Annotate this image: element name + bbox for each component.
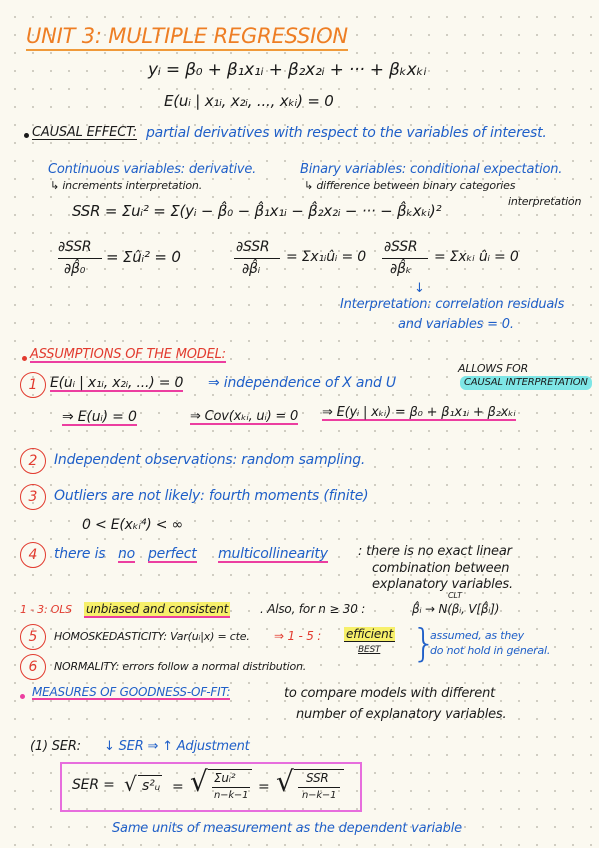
best-label: BEST	[358, 645, 381, 655]
assumption-2-text: Independent observations: random sampling.	[54, 452, 366, 468]
ser-note: ↓ SER ⇒ ↑ Adjustment	[104, 739, 250, 754]
ssr-equation: SSR = Σuᵢ² = Σ(yᵢ − β̂₀ − β̂₁x₁ᵢ − β̂₂x₂ᵢ − ··· − β̂ₖxₖᵢ)²	[72, 202, 442, 220]
ols-also: . Also, for n ≥ 30 :	[260, 602, 366, 616]
causal-interpretation-highlight: CAUSAL INTERPRETATION	[460, 376, 592, 390]
ser-formula-lhs: SER =	[72, 777, 115, 793]
fraction-bar	[58, 258, 102, 259]
down-arrow-icon: ↓	[414, 281, 425, 296]
interpretation-line1: Interpretation: correlation residuals	[340, 297, 565, 312]
bullet	[24, 133, 29, 138]
unbiased-consistent-highlight: unbiased and consistent	[86, 602, 229, 616]
assumption-4-number: 4	[20, 542, 46, 568]
ols-distribution: β̂ᵢ → N(βᵢ, V[β̂ᵢ])	[412, 602, 500, 616]
dk-denominator: ∂β̂ₖ	[390, 261, 412, 277]
ser-den3: n−k−1	[302, 790, 337, 801]
note-assumed: assumed, as they	[430, 629, 524, 642]
d1-rhs: = Σx₁ᵢûᵢ = 0	[286, 249, 366, 265]
efficient-highlight: efficient	[346, 627, 393, 641]
ser-eq2: =	[258, 779, 270, 795]
sqrt-icon: √	[190, 765, 208, 798]
model-equation: yᵢ = β₀ + β₁x₁ᵢ + β₂x₂ᵢ + ··· + βₖxₖᵢ	[148, 60, 427, 80]
assumptions-header: ASSUMPTIONS OF THE MODEL:	[30, 347, 226, 362]
implication-3: ⇒ E(yᵢ | xₖᵢ) = β₀ + β₁x₁ᵢ + β₂xₖᵢ	[322, 405, 516, 420]
continuous-variables: Continuous variables: derivative.	[48, 162, 257, 177]
assumption-5-arrow: ⇒ 1 - 5 :	[274, 629, 322, 643]
assumption-1-number: 1	[20, 372, 46, 398]
allows-for: ALLOWS FOR	[458, 362, 529, 375]
ser-footer: Same units of measurement as the dependent variable	[112, 821, 462, 836]
assumption-4-perfect: perfect	[148, 546, 197, 562]
fraction-bar	[298, 787, 340, 788]
assumption-2-number: 2	[20, 448, 46, 474]
d1-denominator: ∂β̂ᵢ	[242, 261, 261, 277]
assumption-4-desc3: explanatory variables.	[372, 577, 513, 592]
page-title: UNIT 3: MULTIPLE REGRESSION	[26, 26, 348, 51]
ser-num3: SSR	[306, 771, 329, 785]
dk-numerator: ∂SSR	[384, 239, 418, 255]
ser-eq1: =	[172, 779, 184, 795]
ols-prefix: 1 - 3: OLS	[20, 603, 72, 616]
ser-label: (1) SER:	[30, 739, 81, 754]
assumption-3-text: Outliers are not likely: fourth moments (finite)	[54, 488, 369, 504]
assumption-4-pre: there is	[54, 546, 106, 562]
assumption-5-number: 5	[20, 624, 46, 650]
assumption-3-number: 3	[20, 484, 46, 510]
dk-rhs: = Σxₖᵢ ûᵢ = 0	[434, 249, 519, 265]
binary-sub2: interpretation	[508, 195, 582, 208]
assumption-1-independence: ⇒ independence of X and U	[208, 375, 396, 391]
d0-rhs: = Σûᵢ² = 0	[106, 248, 181, 266]
d1-numerator: ∂SSR	[236, 239, 270, 255]
assumption-4-desc2: combination between	[372, 561, 510, 576]
sqrt-icon: √	[276, 765, 294, 798]
assumption-6-number: 6	[20, 654, 46, 680]
sqrt-bar	[138, 775, 162, 776]
implication-1: ⇒ E(uᵢ) = 0	[62, 409, 137, 425]
assumption-4-multicollinearity: multicollinearity	[218, 546, 328, 562]
fit-text1: to compare models with different	[284, 686, 496, 701]
brace-icon: }	[412, 621, 437, 665]
d0-denominator: ∂β̂₀	[64, 261, 86, 277]
assumption-1-lhs: E(uᵢ | x₁ᵢ, x₂ᵢ, ...) = 0	[50, 375, 184, 391]
assumption-6-text: NORMALITY: errors follow a normal distribution.	[54, 660, 307, 673]
bullet	[22, 356, 27, 361]
fraction-bar	[212, 787, 250, 788]
fraction-bar	[382, 258, 428, 259]
causal-effect-text: partial derivatives with respect to the variables of interest.	[146, 125, 547, 141]
clt-label: CLT	[448, 591, 462, 600]
assumption-4-desc1: : there is no exact linear	[358, 544, 512, 559]
assumption-4-no: no	[118, 546, 136, 562]
causal-effect-label: CAUSAL EFFECT:	[32, 125, 137, 140]
fraction-bar	[234, 258, 280, 259]
ser-s2u: s²ᵤ	[142, 778, 160, 794]
note-not-hold: do not hold in general.	[430, 644, 551, 657]
binary-variables: Binary variables: conditional expectation.	[300, 162, 563, 177]
ser-num2: Σuᵢ²	[214, 771, 236, 785]
fit-header: MEASURES OF GOODNESS-OF-FIT:	[32, 685, 231, 699]
ser-den2: n−k−1	[214, 790, 249, 801]
fit-text2: number of explanatory variables.	[296, 707, 507, 722]
continuous-sub: ↳ increments interpretation.	[50, 179, 202, 192]
sqrt-bar	[294, 769, 344, 770]
bullet	[20, 694, 25, 699]
binary-sub: ↳ difference between binary categories	[304, 179, 516, 192]
sqrt-bar	[208, 769, 252, 770]
assumption-5-text: HOMOSKEDASTICITY: Var(uᵢ|x) = cte.	[54, 630, 250, 643]
implication-2: ⇒ Cov(xₖᵢ, uᵢ) = 0	[190, 409, 299, 424]
model-expectation: E(uᵢ | x₁ᵢ, x₂ᵢ, ..., xₖᵢ) = 0	[164, 92, 334, 110]
d0-numerator: ∂SSR	[58, 239, 92, 255]
fourth-moment: 0 < E(xₖᵢ⁴) < ∞	[82, 517, 183, 533]
interpretation-line2: and variables = 0.	[398, 317, 514, 332]
sqrt-icon: √	[124, 772, 137, 796]
